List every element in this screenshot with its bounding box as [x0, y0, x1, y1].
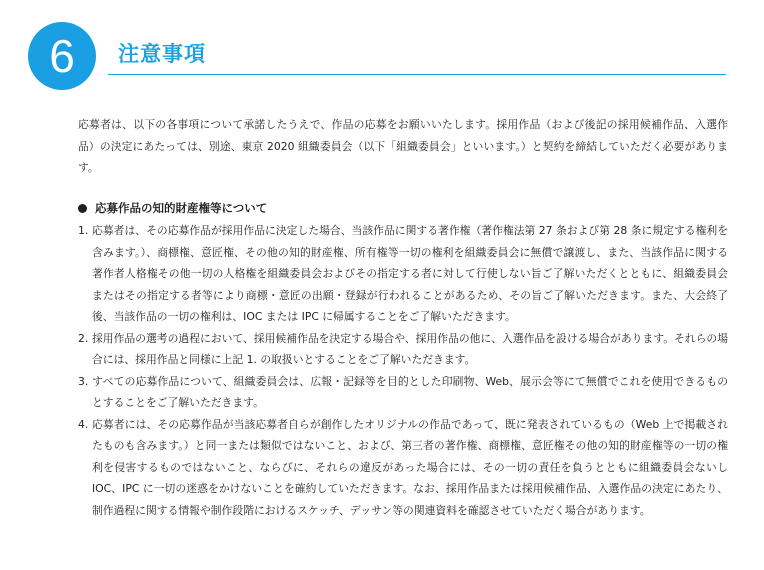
list-item [78, 371, 728, 414]
terms-list [78, 220, 728, 521]
section-number-badge: 6 [28, 22, 96, 90]
list-item-text: 採用作品の選考の過程において、採用候補作品を決定する場合や、採用作品の他に、入選作品を設ける場合があります。それらの場合には、採用作品と同様に上記 1. の取扱いとすることをご了解いただきます。 [92, 331, 728, 366]
subheading [78, 199, 728, 217]
list-item-text: 応募者には、その応募作品が当該応募者自らが創作したオリジナルの作品であって、既に発表されているもの（Web 上で掲載されたものも含みます。）と同一または類似ではないこと、および、第三者の著作権、商標権、意匠権その他の知的財産権等の一切の権利を侵害するものではないこと、ならびに、それらの違反があった場合には、その一切の責任を負うとともに組織委員会ないし IOC、IPC に一切の迷惑をかけないことを確約していただきます。なお、採用作品または採用候補作品、入選作品の決定にあたり、制作過程に関する情報や制作段階におけるスケッチ、デッサン等の関連資料を確認させていただく場合があります。 [92, 417, 728, 517]
section-header [0, 0, 764, 90]
subheading-text: 応募作品の知的財産権等について [95, 201, 268, 215]
section-title: 注意事項 [118, 42, 206, 66]
list-item-number: 2. [78, 331, 89, 345]
list-item [78, 328, 728, 371]
intro-paragraph: 応募者は、以下の各事項について承諾したうえで、作品の応募をお願いいたします。採用作品（および後記の採用候補作品、入選作品）の決定にあたっては、別途、東京 2020 組織委員会（以下「組織委員会」といいます。）と契約を締結していただく必要があります。 [78, 118, 728, 174]
list-item-text: すべての応募作品について、組織委員会は、広報・記録等を目的とした印刷物、Web、展示会等にて無償でこれを使用できるものとすることをご了解いただきます。 [92, 374, 728, 409]
list-item-number: 3. [78, 374, 89, 388]
list-item [78, 220, 728, 328]
bullet-icon [78, 204, 87, 213]
list-item-number: 4. [78, 417, 89, 431]
header-divider [108, 74, 726, 75]
list-item [78, 414, 728, 522]
list-item-number: 1. [78, 224, 89, 237]
list-item-text: 応募者は、その応募作品が採用作品に決定した場合、当該作品に関する著作権（著作権法第 27 条および第 28 条に規定する権利を含みます。）、商標権、意匠権、その他の知的財産権、所有権等一切の権利を組織委員会に無償で譲渡し、また、当該作品に関する著作者人格権その他一切の人格権を組織委員会およびその指定する者に対して行使しない旨ご了解いただくとともに、組織委員会またはその指定する者等により商標・意匠の出願・登録が行われることがあるため、その旨ご了解いただきます。また、大会終了後、当該作品の一切の権利は、IOC または IPC に帰属することをご了解いただきます。 [92, 224, 728, 323]
